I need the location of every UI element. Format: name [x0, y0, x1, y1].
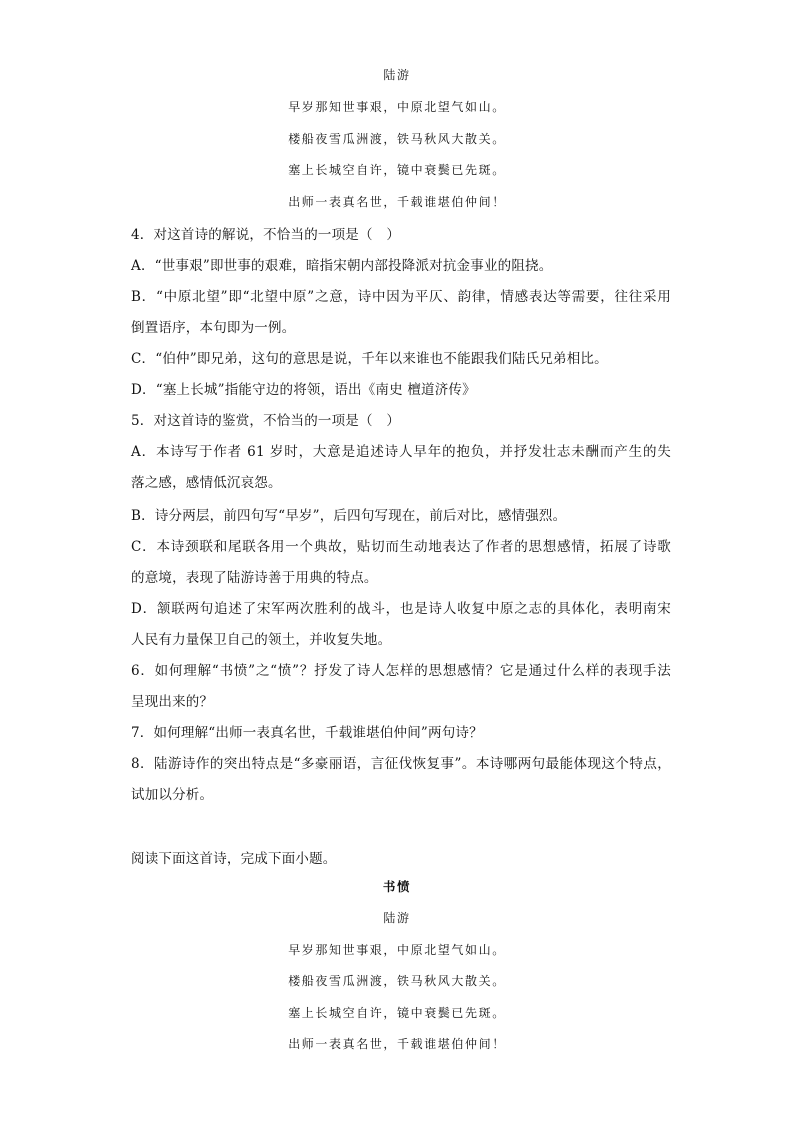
poem-bottom-line-3: 塞上长城空自许，镜中衰鬓已先斑。 [288, 1006, 506, 1020]
question-5-option-c-line1: C．本诗颈联和尾联各用一个典故，贴切而生动地表达了作者的思想感情，拓展了诗歌 [131, 539, 671, 555]
poem-line-1: 早岁那知世事艰，中原北望气如山。 [288, 100, 506, 114]
question-5-option-a-line1: A．本诗写于作者 61 岁时，大意是追述诗人早年的抱负，并抒发壮志未酬而产生的失 [131, 444, 671, 460]
question-7: 7．如何理解“出师一表真名世，千载谁堪伯仲间”两句诗？ [131, 725, 483, 741]
poem-line-4: 出师一表真名世，千载谁堪伯仲间！ [288, 195, 506, 209]
question-4-option-c: C．“伯仲”即兄弟，这句的意思是说，千年以来谁也不能跟我们陆氏兄弟相比。 [131, 351, 608, 367]
question-6-line1: 6．如何理解“书愤”之“愤”？抒发了诗人怎样的思想感情？它是通过什么样的表现手法 [131, 663, 671, 679]
question-4-option-b-line2: 倒置语序，本句即为一例。 [131, 320, 296, 336]
question-5-stem: 5．对这首诗的鉴赏，不恰当的一项是（ ） [131, 413, 401, 429]
question-8-line2: 试加以分析。 [131, 787, 214, 803]
question-5-option-a-line2: 落之感，感情低沉哀怨。 [131, 475, 282, 491]
question-5-option-d-line1: D．颔联两句追述了宋军两次胜利的战斗，也是诗人收复中原之志的具体化，表明南宋 [131, 601, 671, 617]
question-5-option-b: B．诗分两层，前四句写“早岁”，后四句写现在，前后对比，感情强烈。 [131, 508, 567, 524]
poem-author-bottom: 陆游 [383, 911, 411, 925]
poem-author: 陆游 [383, 68, 411, 82]
question-4-option-a: A．“世事艰”即世事的艰难，暗指宋朝内部投降派对抗金事业的阻挠。 [131, 258, 553, 274]
poem-line-3: 塞上长城空自许，镜中衰鬓已先斑。 [288, 163, 506, 177]
poem-line-2: 楼船夜雪瓜洲渡，铁马秋风大散关。 [288, 132, 506, 146]
question-8-line1: 8．陆游诗作的突出特点是“多豪丽语，言征伐恢复事”。本诗哪两句最能体现这个特点， [131, 756, 671, 772]
question-5-option-d-line2: 人民有力量保卫自己的领土，并收复失地。 [131, 632, 392, 648]
question-6-line2: 呈现出来的？ [131, 694, 214, 710]
reading-instruction: 阅读下面这首诗，完成下面小题。 [131, 851, 337, 867]
poem-title: 书愤 [382, 879, 412, 894]
question-4-option-b-line1: B．“中原北望”即“北望中原”之意，诗中因为平仄、韵律，情感表达等需要，往往采用 [131, 289, 671, 305]
question-4-option-d: D．“塞上长城”指能守边的将领，语出《南史 檀道济传》 [131, 382, 476, 398]
question-5-option-c-line2: 的意境，表现了陆游诗善于用典的特点。 [131, 570, 378, 586]
poem-bottom-line-1: 早岁那知世事艰，中原北望气如山。 [288, 943, 506, 957]
poem-bottom-line-4: 出师一表真名世，千载谁堪伯仲间！ [288, 1037, 506, 1051]
question-4-stem: 4．对这首诗的解说，不恰当的一项是（ ） [131, 227, 401, 243]
poem-bottom-line-2: 楼船夜雪瓜洲渡，铁马秋风大散关。 [288, 974, 506, 988]
